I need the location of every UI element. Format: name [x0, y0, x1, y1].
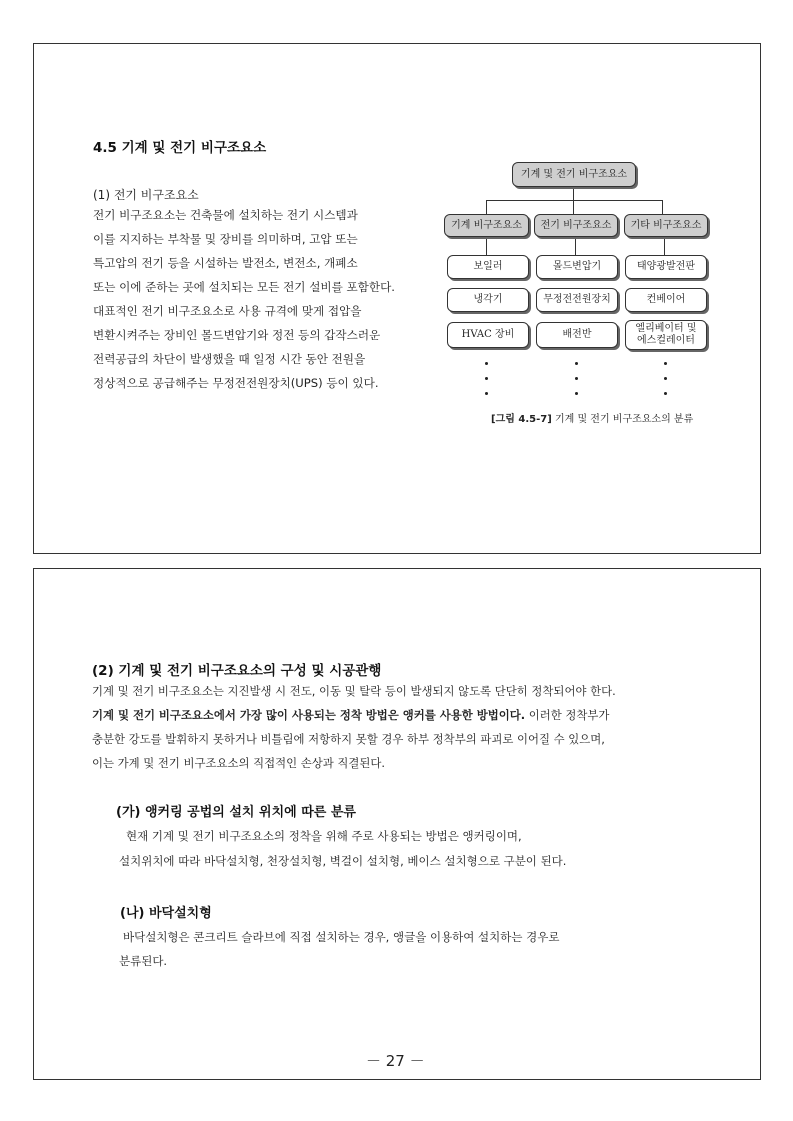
- subsection-heading: (가) 앵커링 공법의 설치 위치에 따른 분류: [116, 805, 356, 820]
- text-line: 전기 비구조요소는 건축물에 설치하는 전기 시스템과: [93, 208, 358, 222]
- subsection-heading: (1) 전기 비구조요소: [93, 188, 199, 202]
- ellipsis-dot: [485, 362, 488, 365]
- body-paragraph: [93, 203, 395, 395]
- text-line: 이는 가계 및 전기 비구조요소의 직접적인 손상과 직결된다.: [92, 756, 386, 770]
- figure-caption-text: 기계 및 전기 비구조요소의 분류: [551, 414, 694, 425]
- ellipsis-dot: [575, 392, 578, 395]
- text-line: 충분한 강도를 발휘하지 못하거나 비틀림에 저항하지 못할 경우 하부 정착부의 파괴로 이어질 수 있으며,: [92, 732, 605, 746]
- item-box: HVAC 장비: [447, 322, 529, 348]
- ellipsis-dot: [664, 377, 667, 380]
- category-box-electrical: 전기 비구조요소: [534, 214, 618, 237]
- text-span: 이러한 정착부가: [525, 708, 610, 722]
- item-box: 보일러: [447, 255, 529, 279]
- emphasis-text: 기계 및 전기 비구조요소에서 가장 많이 사용되는 정착 방법은 앵커를 사용한 방법이다.: [92, 708, 526, 722]
- text-line: 전력공급의 차단이 발생했을 때 일정 시간 동안 전원을: [93, 352, 366, 366]
- diagram-root-box: 기계 및 전기 비구조요소: [512, 162, 636, 187]
- item-box: 배전반: [536, 322, 618, 348]
- section-heading: (2) 기계 및 전기 비구조요소의 구성 및 시공관행: [92, 663, 382, 679]
- item-box: 무정전전원장치: [536, 288, 618, 312]
- page-number: － 27 －: [366, 1052, 425, 1070]
- item-box: 몰드변압기: [536, 255, 618, 279]
- text-line: 분류된다.: [119, 954, 168, 968]
- text-line: 이를 지지하는 부착물 및 장비를 의미하며, 고압 또는: [93, 232, 358, 246]
- ellipsis-dot: [485, 377, 488, 380]
- item-box: 태양광발전판: [625, 255, 707, 279]
- ellipsis-dot: [664, 362, 667, 365]
- connector-line: [486, 235, 487, 255]
- category-box-mechanical: 기계 비구조요소: [444, 214, 529, 237]
- connector-line: [573, 186, 574, 200]
- text-line: 대표적인 전기 비구조요소로 사용 규격에 맞게 접압을: [93, 304, 362, 318]
- figure-caption: [491, 410, 693, 425]
- text-line: 바닥설치형은 콘크리트 슬라브에 직접 설치하는 경우, 앵글을 이용하여 설치하는 경우로: [123, 930, 560, 944]
- connector-line: [664, 235, 665, 255]
- text-line: [92, 703, 616, 727]
- item-box: 냉각기: [447, 288, 529, 312]
- text-line: 현재 기계 및 전기 비구조요소의 정착을 위해 주로 사용되는 방법은 앵커링이며,: [126, 829, 522, 843]
- ellipsis-dot: [575, 377, 578, 380]
- body-paragraph: [92, 679, 616, 775]
- subsection-heading: (나) 바닥설치형: [120, 906, 212, 921]
- text-line: 정상적으로 공급해주는 무정전전원장치(UPS) 등이 있다.: [93, 376, 379, 390]
- item-box: 컨베이어: [625, 288, 707, 312]
- category-box-other: 기타 비구조요소: [624, 214, 708, 237]
- page-panel-bottom: [33, 568, 761, 1080]
- connector-line: [575, 235, 576, 255]
- connector-line: [573, 200, 574, 214]
- ellipsis-dot: [485, 392, 488, 395]
- text-line: 변환시켜주는 장비인 몰드변압기와 정전 등의 갑작스러운: [93, 328, 381, 342]
- page-panel-top: [33, 43, 761, 554]
- connector-line: [486, 200, 662, 201]
- text-line: 또는 이에 준하는 곳에 설치되는 모든 전기 설비를 포함한다.: [93, 280, 395, 294]
- ellipsis-dot: [575, 362, 578, 365]
- text-line: 설치위치에 따라 바닥설치형, 천장설치형, 벽걸이 설치형, 베이스 설치형으로 구분이 된다.: [119, 854, 567, 868]
- item-box: 엘리베이터 및 에스컬레이터: [625, 320, 707, 350]
- text-line: 기계 및 전기 비구조요소는 지진발생 시 전도, 이동 및 탈락 등이 발생되지 않도록 단단히 정착되어야 한다.: [92, 684, 616, 698]
- figure-number: [그림 4.5-7]: [491, 414, 552, 425]
- text-line: 특고압의 전기 등을 시설하는 발전소, 변전소, 개폐소: [93, 256, 358, 270]
- connector-line: [486, 200, 487, 214]
- connector-line: [662, 200, 663, 214]
- section-heading: 4.5 기계 및 전기 비구조요소: [93, 140, 267, 156]
- ellipsis-dot: [664, 392, 667, 395]
